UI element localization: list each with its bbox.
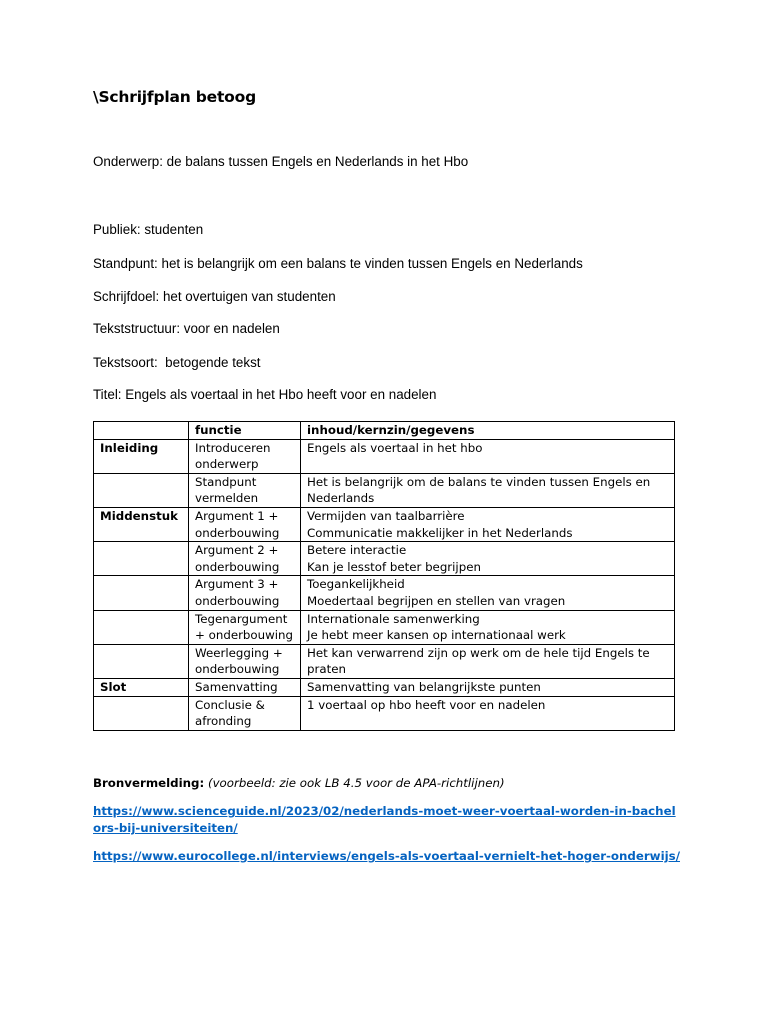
field-standpunt: Standpunt: het is belangrijk om een balans te vinden tussen Engels en Nederlands bbox=[93, 256, 583, 271]
cell-line: + onderbouwing bbox=[195, 628, 293, 643]
table-row bbox=[94, 542, 675, 576]
functie-cell bbox=[189, 696, 301, 730]
table-header-row bbox=[94, 422, 675, 440]
cell-line: Toegankelijkheid bbox=[307, 577, 405, 592]
section-cell bbox=[94, 644, 189, 678]
cell-line: Betere interactie bbox=[307, 543, 407, 558]
inhoud-cell bbox=[301, 507, 675, 541]
table-header-cell bbox=[94, 422, 189, 440]
inhoud-cell bbox=[301, 439, 675, 473]
cell-line: Engels als voertaal in het hbo bbox=[307, 440, 483, 455]
source-link-scienceguide[interactable]: https://www.scienceguide.nl/2023/02/nederlands-moet-weer-voertaal-worden-in-bachelors-bij-universiteiten/ bbox=[93, 804, 676, 835]
cell-line: Tegenargument bbox=[195, 611, 288, 626]
cell-line: vermelden bbox=[195, 491, 259, 506]
section-cell bbox=[94, 610, 189, 644]
table-row bbox=[94, 507, 675, 541]
table-row bbox=[94, 696, 675, 730]
functie-cell bbox=[189, 644, 301, 678]
inhoud-cell bbox=[301, 473, 675, 507]
functie-cell bbox=[189, 473, 301, 507]
cell-line: Kan je lesstof beter begrijpen bbox=[307, 559, 481, 574]
section-cell: Slot bbox=[94, 678, 189, 696]
cell-line: onderbouwing bbox=[195, 662, 280, 677]
cell-line: Argument 2 + bbox=[195, 543, 279, 558]
table-row bbox=[94, 678, 675, 696]
section-cell bbox=[94, 576, 189, 610]
section-cell: Inleiding bbox=[94, 439, 189, 473]
field-onderwerp: Onderwerp: de balans tussen Engels en Nederlands in het Hbo bbox=[93, 154, 469, 169]
section-cell bbox=[94, 696, 189, 730]
cell-line: onderwerp bbox=[195, 457, 259, 472]
cell-line: Samenvatting van belangrijkste punten bbox=[307, 679, 541, 694]
functie-cell bbox=[189, 542, 301, 576]
section-cell bbox=[94, 473, 189, 507]
table-row bbox=[94, 473, 675, 507]
sources-label: Bronvermelding: bbox=[93, 776, 205, 790]
functie-cell bbox=[189, 507, 301, 541]
sources-heading bbox=[93, 776, 683, 790]
functie-cell bbox=[189, 610, 301, 644]
table-header-cell: functie bbox=[189, 422, 301, 440]
table-row bbox=[94, 576, 675, 610]
cell-line: Introduceren bbox=[195, 440, 271, 455]
cell-line: Weerlegging + bbox=[195, 645, 283, 660]
cell-line: Argument 1 + bbox=[195, 508, 279, 523]
cell-line: Nederlands bbox=[307, 491, 375, 506]
table-row bbox=[94, 644, 675, 678]
cell-line: Moedertaal begrijpen en stellen van vragen bbox=[307, 593, 566, 608]
cell-line: Samenvatting bbox=[195, 679, 278, 694]
cell-line: onderbouwing bbox=[195, 559, 280, 574]
inhoud-cell bbox=[301, 610, 675, 644]
cell-line: Internationale samenwerking bbox=[307, 611, 480, 626]
field-titel: Titel: Engels als voertaal in het Hbo heeft voor en nadelen bbox=[93, 387, 437, 402]
inhoud-cell bbox=[301, 644, 675, 678]
cell-line: onderbouwing bbox=[195, 593, 280, 608]
field-tekstsoort: Tekstsoort: betogende tekst bbox=[93, 355, 261, 370]
section-cell: Middenstuk bbox=[94, 507, 189, 541]
functie-cell bbox=[189, 439, 301, 473]
cell-line: praten bbox=[307, 662, 346, 677]
cell-line: Conclusie & bbox=[195, 697, 265, 712]
cell-line: Argument 3 + bbox=[195, 577, 279, 592]
inhoud-cell bbox=[301, 576, 675, 610]
writing-plan-table bbox=[93, 421, 675, 731]
field-tekststructuur: Tekststructuur: voor en nadelen bbox=[93, 321, 280, 336]
sources-note: (voorbeeld: zie ook LB 4.5 voor de APA-richtlijnen) bbox=[207, 776, 505, 790]
functie-cell bbox=[189, 576, 301, 610]
cell-line: onderbouwing bbox=[195, 525, 280, 540]
cell-line: Je hebt meer kansen op internationaal werk bbox=[307, 628, 566, 643]
cell-line: 1 voertaal op hbo heeft voor en nadelen bbox=[307, 697, 546, 712]
page-title: \Schrijfplan betoog bbox=[93, 88, 256, 106]
field-publiek: Publiek: studenten bbox=[93, 222, 204, 237]
table-row bbox=[94, 439, 675, 473]
inhoud-cell bbox=[301, 678, 675, 696]
section-cell bbox=[94, 542, 189, 576]
cell-line: Het kan verwarrend zijn op werk om de hele tijd Engels te bbox=[307, 645, 650, 660]
cell-line: Het is belangrijk om de balans te vinden tussen Engels en bbox=[307, 474, 651, 489]
cell-line: Standpunt bbox=[195, 474, 257, 489]
cell-line: Vermijden van taalbarrière bbox=[307, 508, 465, 523]
inhoud-cell bbox=[301, 696, 675, 730]
table-row bbox=[94, 610, 675, 644]
cell-line: afronding bbox=[195, 714, 252, 729]
functie-cell bbox=[189, 678, 301, 696]
inhoud-cell bbox=[301, 542, 675, 576]
source-link-eurocollege[interactable]: https://www.eurocollege.nl/interviews/engels-als-voertaal-vernielt-het-hoger-onderwijs/ bbox=[93, 849, 680, 863]
field-schrijfdoel: Schrijfdoel: het overtuigen van studenten bbox=[93, 289, 336, 304]
cell-line: Communicatie makkelijker in het Nederlands bbox=[307, 525, 573, 540]
table-header-cell: inhoud/kernzin/gegevens bbox=[301, 422, 675, 440]
